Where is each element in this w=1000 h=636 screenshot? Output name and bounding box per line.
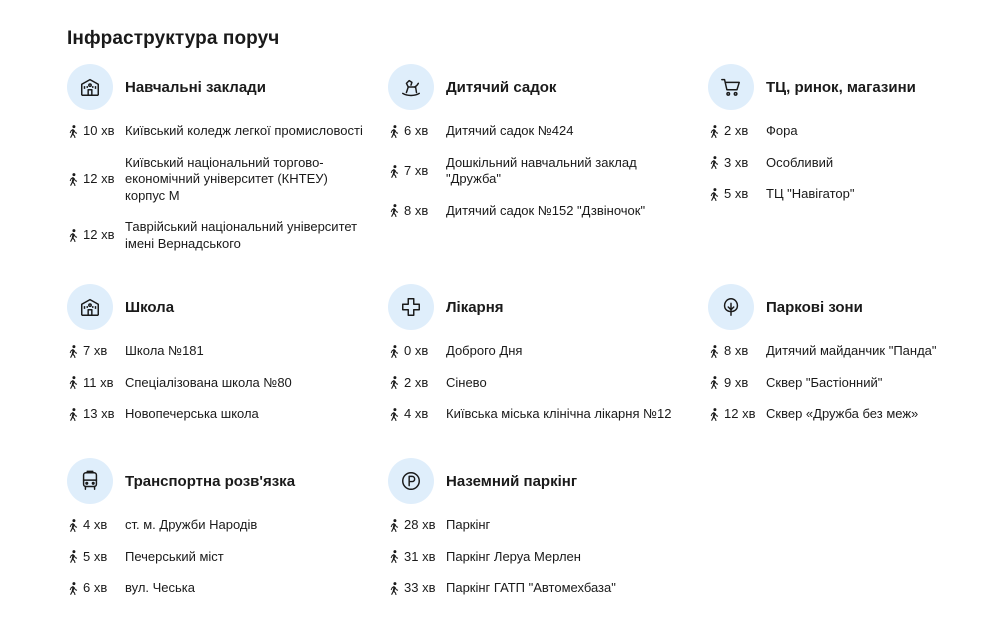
place-list-item xyxy=(708,155,1000,172)
place-name: Дитячий садок №424 xyxy=(446,123,574,138)
walking-person-icon xyxy=(67,550,79,563)
category-title: Навчальні заклади xyxy=(125,78,266,96)
place-name: Київський коледж легкої промисловості xyxy=(125,123,363,138)
place-list xyxy=(708,123,1000,203)
place-name: Київський національний торгово-економічний університет (КНТЕУ) корпус М xyxy=(125,154,328,203)
place-name: Доброго Дня xyxy=(446,343,523,358)
walking-person-icon xyxy=(67,376,79,389)
place-name: Паркінг xyxy=(446,517,491,532)
place-name: Сінево xyxy=(446,374,487,390)
walk-time: 7 хв xyxy=(404,162,429,178)
category-section xyxy=(388,284,688,438)
place-name: Спеціалізована школа №80 xyxy=(125,374,292,390)
place-list-item xyxy=(388,375,688,392)
category-header xyxy=(388,64,688,110)
place-list-item xyxy=(388,580,688,597)
school-building-icon xyxy=(67,64,113,110)
walk-time: 11 хв xyxy=(83,374,114,390)
walking-person-icon xyxy=(388,125,400,138)
walk-time: 5 хв xyxy=(724,186,749,201)
walking-person-icon xyxy=(67,408,79,421)
tree-icon xyxy=(708,284,754,330)
place-list xyxy=(67,517,367,597)
category-header xyxy=(708,284,1000,330)
category-title: Дитячий садок xyxy=(446,78,557,96)
walking-person-icon xyxy=(708,188,720,201)
walking-person-icon xyxy=(67,125,79,138)
walk-time: 31 хв xyxy=(404,548,436,564)
place-name: ст. м. Дружби Народів xyxy=(125,517,258,532)
place-list-item xyxy=(67,123,367,140)
place-name: Сквер «Дружба без меж» xyxy=(766,406,919,421)
shopping-cart-icon xyxy=(708,64,754,110)
place-list-item xyxy=(67,375,367,392)
place-name: Новопечерська школа xyxy=(125,406,259,421)
place-list-item xyxy=(388,203,688,220)
place-list-item xyxy=(388,549,688,566)
place-list xyxy=(388,123,688,219)
place-list-item xyxy=(708,375,1000,392)
walk-time: 8 хв xyxy=(724,343,749,358)
place-name: вул. Чеська xyxy=(125,580,196,595)
walk-time: 12 хв xyxy=(724,406,756,421)
category-header xyxy=(67,284,367,330)
walking-person-icon xyxy=(708,156,720,169)
walk-time: 4 хв xyxy=(404,406,429,421)
category-section xyxy=(67,284,367,438)
place-name: Таврійський національний університет імені Вернадського xyxy=(125,219,358,251)
walking-person-icon xyxy=(388,550,400,563)
place-list-item xyxy=(67,406,367,423)
parking-icon xyxy=(388,458,434,504)
category-title: Транспортна розв'язка xyxy=(125,472,296,490)
walking-person-icon xyxy=(388,345,400,358)
category-section xyxy=(67,458,367,612)
place-name: Сквер "Бастіонний" xyxy=(766,374,883,390)
walk-time: 28 хв xyxy=(404,517,436,532)
place-list xyxy=(67,123,367,252)
walking-person-icon xyxy=(67,229,79,242)
category-section xyxy=(388,458,688,612)
category-title: Лікарня xyxy=(446,298,504,316)
place-name: Дитячий садок №152 "Дзвіночок" xyxy=(446,202,646,218)
category-section xyxy=(708,284,1000,438)
walking-person-icon xyxy=(388,204,400,217)
place-name: Печерський міст xyxy=(125,548,224,564)
page-title: Інфраструктура поруч xyxy=(67,28,280,49)
walk-time: 5 хв xyxy=(83,548,108,564)
place-name: Дошкільний навчальний заклад "Дружба" xyxy=(446,154,637,186)
category-header xyxy=(67,64,367,110)
place-list-item xyxy=(67,517,367,534)
walk-time: 12 хв xyxy=(83,171,115,186)
place-list-item xyxy=(708,123,1000,140)
place-name: ТЦ "Навігатор" xyxy=(766,186,855,201)
walk-time: 3 хв xyxy=(724,154,749,170)
walk-time: 0 хв xyxy=(404,343,429,358)
walking-person-icon xyxy=(388,165,400,178)
place-list-item xyxy=(708,406,1000,423)
walking-person-icon xyxy=(708,408,720,421)
walk-time: 10 хв xyxy=(83,123,115,138)
place-list xyxy=(67,343,367,423)
walk-time: 8 хв xyxy=(404,202,429,218)
place-list-item xyxy=(67,219,367,252)
walking-person-icon xyxy=(708,125,720,138)
walk-time: 13 хв xyxy=(83,406,115,421)
rocking-horse-icon xyxy=(388,64,434,110)
category-title: Школа xyxy=(125,298,175,316)
category-title: Паркові зони xyxy=(766,298,863,316)
walking-person-icon xyxy=(67,519,79,532)
place-name: Паркінг Леруа Мерлен xyxy=(446,548,581,564)
place-name: Київська міська клінічна лікарня №12 xyxy=(446,406,672,421)
walk-time: 7 хв xyxy=(83,343,108,358)
walk-time: 4 хв xyxy=(83,517,108,532)
category-header xyxy=(67,458,367,504)
place-list-item xyxy=(388,343,688,360)
walking-person-icon xyxy=(708,376,720,389)
place-list-item xyxy=(388,406,688,423)
category-header xyxy=(388,458,688,504)
category-title: Наземний паркінг xyxy=(446,472,578,490)
walking-person-icon xyxy=(708,345,720,358)
category-title: ТЦ, ринок, магазини xyxy=(766,78,916,96)
place-list-item xyxy=(67,549,367,566)
place-list xyxy=(708,343,1000,423)
place-list-item xyxy=(67,155,367,205)
place-name: Школа №181 xyxy=(125,343,204,358)
place-list xyxy=(388,517,688,597)
place-list-item xyxy=(708,343,1000,360)
walk-time: 33 хв xyxy=(404,580,436,595)
place-name: Дитячий майданчик "Панда" xyxy=(766,343,937,358)
place-list-item xyxy=(708,186,1000,203)
walk-time: 12 хв xyxy=(83,227,115,243)
bus-icon xyxy=(67,458,113,504)
walk-time: 9 хв xyxy=(724,374,749,390)
walk-time: 6 хв xyxy=(83,580,108,595)
walking-person-icon xyxy=(388,582,400,595)
place-name: Паркінг ГАТП "Автомехбаза" xyxy=(446,580,616,595)
place-name: Особливий xyxy=(766,154,834,170)
walking-person-icon xyxy=(388,408,400,421)
place-list-item xyxy=(388,123,688,140)
place-list-item xyxy=(67,580,367,597)
place-list-item xyxy=(67,343,367,360)
place-list-item xyxy=(388,155,688,188)
walk-time: 6 хв xyxy=(404,123,429,138)
place-name: Фора xyxy=(766,123,798,138)
place-list-item xyxy=(388,517,688,534)
category-section xyxy=(708,64,1000,218)
school-building-icon xyxy=(67,284,113,330)
walking-person-icon xyxy=(388,376,400,389)
walking-person-icon xyxy=(388,519,400,532)
walking-person-icon xyxy=(67,582,79,595)
category-section xyxy=(67,64,367,267)
walk-time: 2 хв xyxy=(404,374,429,390)
walking-person-icon xyxy=(67,173,79,186)
walk-time: 2 хв xyxy=(724,123,749,138)
category-section xyxy=(388,64,688,234)
walking-person-icon xyxy=(67,345,79,358)
category-header xyxy=(708,64,1000,110)
place-list xyxy=(388,343,688,423)
category-header xyxy=(388,284,688,330)
medical-cross-icon xyxy=(388,284,434,330)
